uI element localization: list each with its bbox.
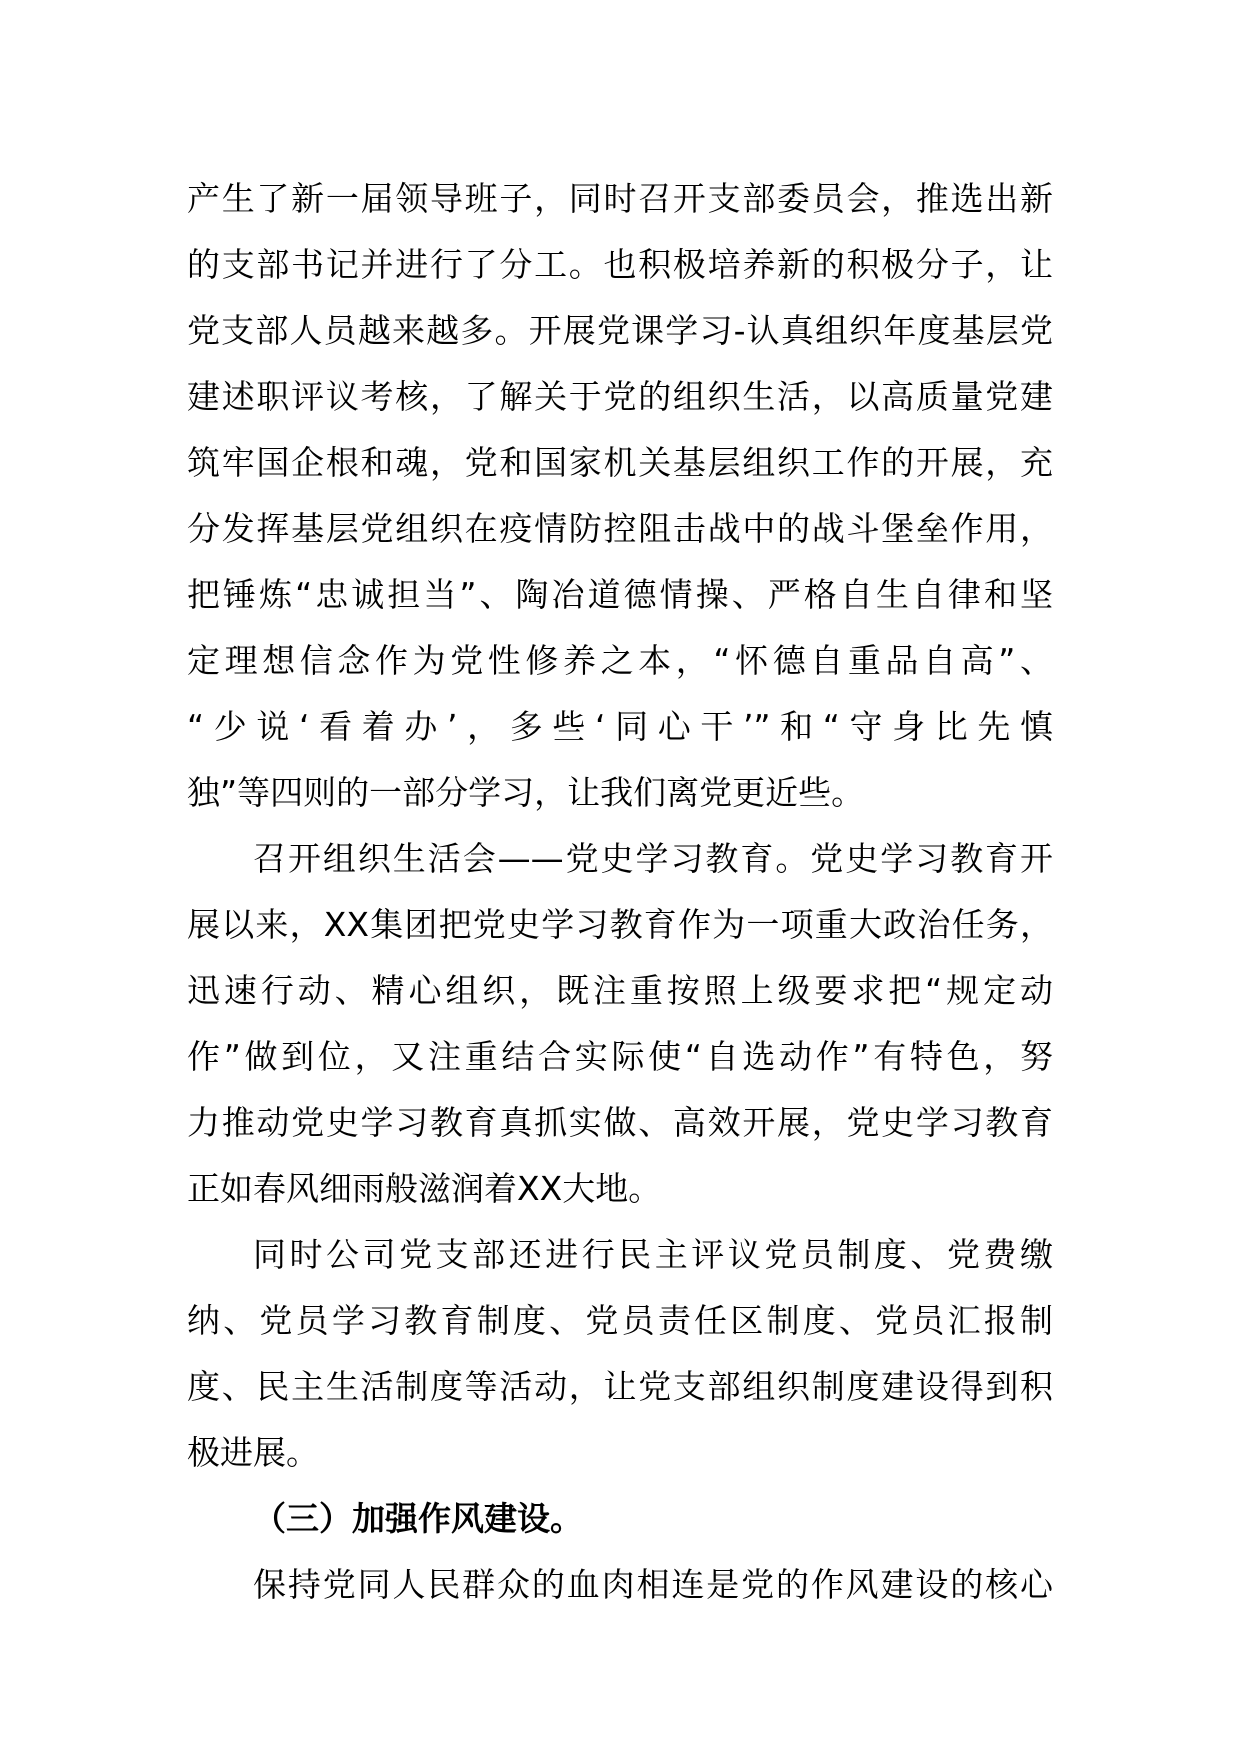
paragraph-line: 独”等四则的一部分学习，让我们离党更近些。 — [187, 773, 865, 812]
paragraph-line: 产生了新一届领导班子，同时召开支部委员会，推选出新 — [187, 179, 1053, 218]
paragraph-line: 的支部书记并进行了分工。也积极培养新的积极分子，让 — [187, 245, 1053, 284]
paragraph-line: 度、民主生活制度等活动，让党支部组织制度建设得到积 — [187, 1367, 1053, 1406]
paragraph-line: 正如春风细雨般滋润着XX大地。 — [187, 1169, 662, 1208]
paragraph-line: 召开组织生活会——党史学习教育。党史学习教育开 — [253, 839, 1053, 878]
paragraph-line: 保持党同人民群众的血肉相连是党的作风建设的核心 — [253, 1565, 1053, 1604]
paragraph-line: 作”做到位，又注重结合实际使“自选动作”有特色，努 — [187, 1037, 1053, 1076]
paragraph-line: 力推动党史学习教育真抓实做、高效开展，党史学习教育 — [187, 1103, 1053, 1142]
paragraph-line: 同时公司党支部还进行民主评议党员制度、党费缴 — [253, 1235, 1053, 1274]
paragraph-line: 迅速行动、精心组织，既注重按照上级要求把“规定动 — [187, 971, 1053, 1010]
document-body — [187, 166, 1053, 1618]
paragraph-line: 分发挥基层党组织在疫情防控阻击战中的战斗堡垒作用， — [187, 509, 1053, 548]
paragraph-line: 党支部人员越来越多。开展党课学习-认真组织年度基层党 — [187, 311, 1053, 350]
paragraph-line: 定理想信念作为党性修养之本，“怀德自重品自高”、 — [187, 641, 1053, 680]
section-heading: （三）加强作风建设。 — [253, 1499, 583, 1538]
paragraph-line: 展以来，XX集团把党史学习教育作为一项重大政治任务， — [187, 905, 1053, 944]
paragraph-line: 极进展。 — [187, 1433, 319, 1472]
paragraph-line: “少说‘看着办’，多些‘同心干’”和“守身比先慎 — [187, 707, 1053, 746]
paragraph-line: 筑牢国企根和魂，党和国家机关基层组织工作的开展，充 — [187, 443, 1053, 482]
paragraph-line: 建述职评议考核，了解关于党的组织生活，以高质量党建 — [187, 377, 1053, 416]
paragraph-line: 把锤炼“忠诚担当”、陶冶道德情操、严格自生自律和坚 — [187, 575, 1053, 614]
paragraph-line: 纳、党员学习教育制度、党员责任区制度、党员汇报制 — [187, 1301, 1053, 1340]
